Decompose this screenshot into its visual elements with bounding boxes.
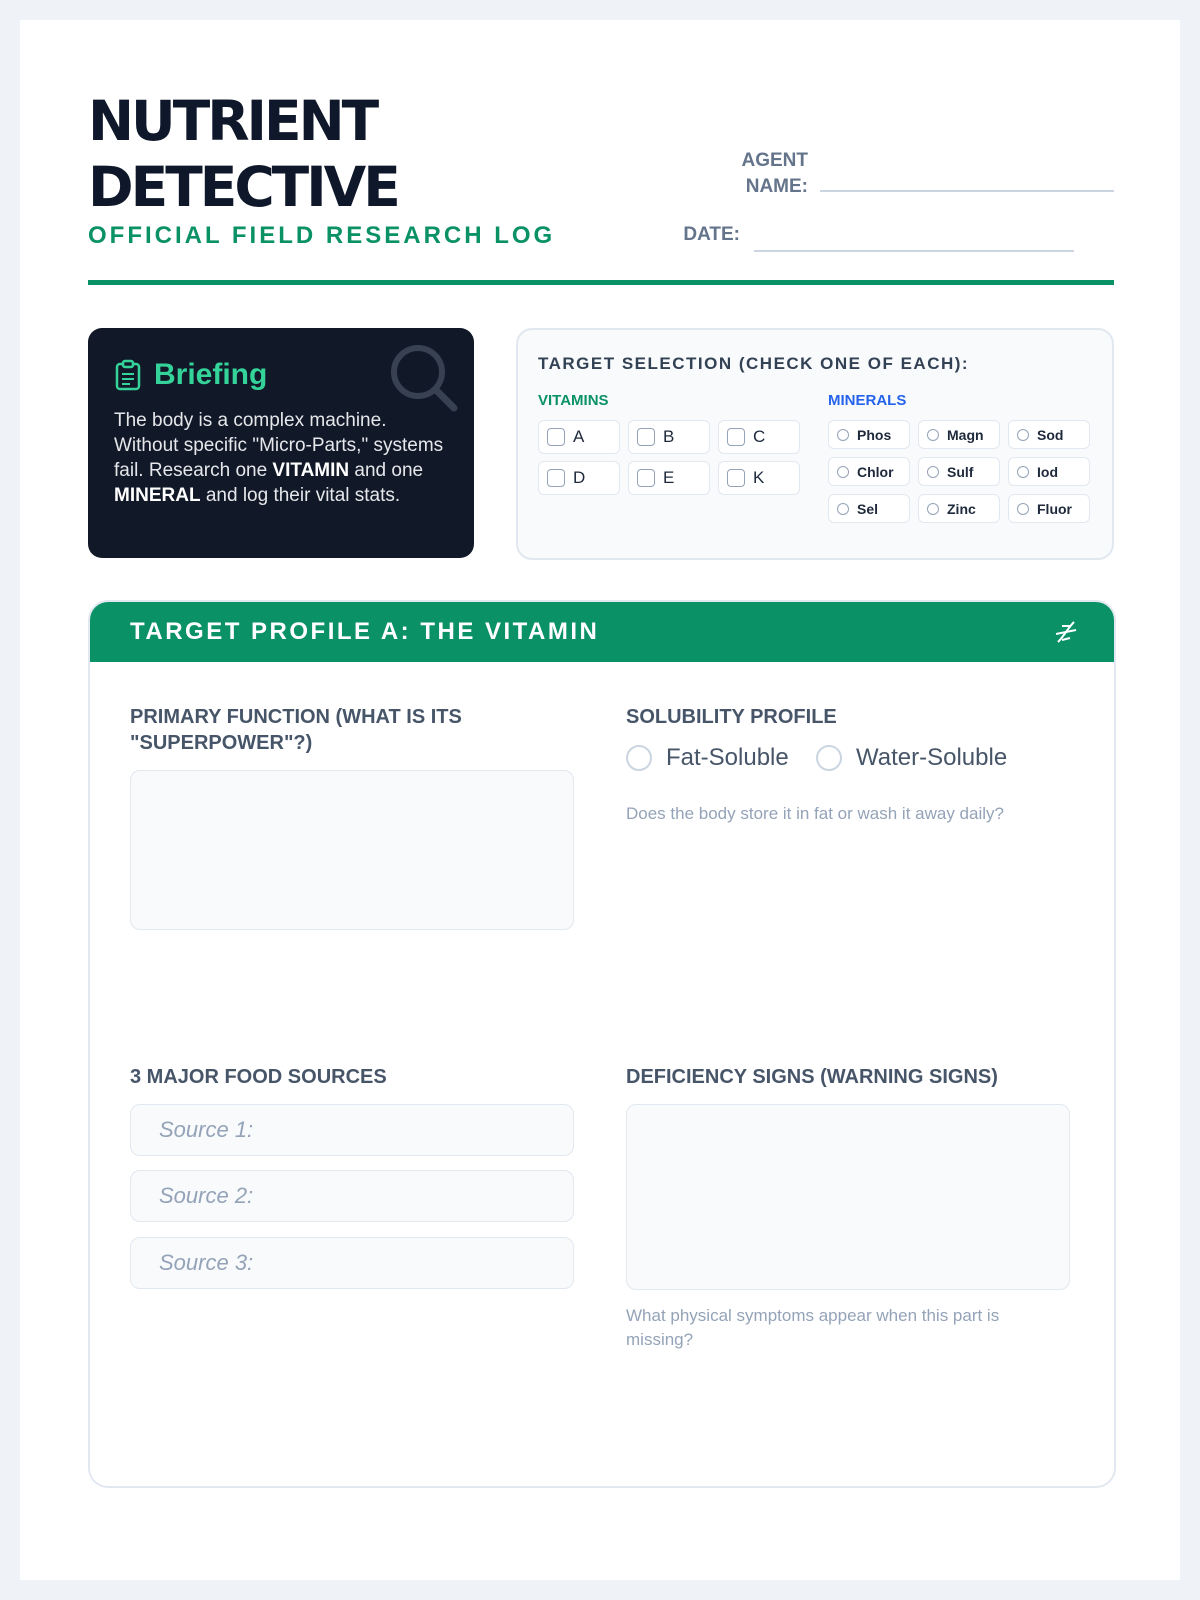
checkbox-icon [637, 428, 655, 446]
briefing-panel [88, 328, 474, 558]
mineral-option[interactable]: Fluor [1008, 494, 1090, 523]
target-selection-heading: TARGET SELECTION (CHECK ONE OF EACH): [538, 354, 970, 373]
target-selection-panel [516, 328, 1114, 560]
magnifier-icon [388, 342, 460, 414]
profile-header-band [90, 602, 1114, 662]
deficiency-hint: What physical symptoms appear when this part is missing? [626, 1306, 1000, 1349]
date-field[interactable] [754, 250, 1074, 252]
mineral-option[interactable]: Iod [1008, 457, 1090, 486]
vitamin-option[interactable]: K [718, 461, 800, 495]
mineral-option[interactable]: Sulf [918, 457, 1000, 486]
radio-icon [626, 745, 652, 771]
radio-icon [927, 429, 939, 441]
food-sources-label: 3 MAJOR FOOD SOURCES [130, 1066, 387, 1088]
solubility-label: SOLUBILITY PROFILE [626, 706, 837, 728]
radio-icon [927, 503, 939, 515]
source-1-field[interactable]: Source 1: [130, 1104, 574, 1156]
checkbox-icon [547, 469, 565, 487]
mineral-option[interactable]: Chlor [828, 457, 910, 486]
radio-icon [1017, 429, 1029, 441]
deficiency-field[interactable] [626, 1104, 1070, 1290]
vitamin-option[interactable]: C [718, 420, 800, 454]
date-label: DATE: [683, 224, 740, 245]
vitamins-label: VITAMINS [538, 392, 609, 409]
radio-icon [837, 429, 849, 441]
target-profile-card [88, 600, 1116, 1488]
primary-function-field[interactable] [130, 770, 574, 930]
vitamin-option[interactable]: A [538, 420, 620, 454]
minerals-label: MINERALS [828, 392, 907, 409]
checkbox-icon [547, 428, 565, 446]
mineral-option[interactable]: Phos [828, 420, 910, 449]
vitamin-option[interactable]: B [628, 420, 710, 454]
fat-soluble-option[interactable]: Fat-Soluble [626, 744, 789, 772]
clipboard-icon [114, 359, 142, 391]
radio-icon [837, 503, 849, 515]
radio-icon [837, 466, 849, 478]
radio-icon [816, 745, 842, 771]
vitamin-option[interactable]: D [538, 461, 620, 495]
solubility-hint: Does the body store it in fat or wash it away daily? [626, 804, 1004, 823]
agent-name-field[interactable] [820, 190, 1114, 192]
checkbox-icon [727, 428, 745, 446]
primary-function-label: PRIMARY FUNCTION (WHAT IS ITS "SUPERPOWER"?) [130, 706, 462, 754]
page-title: NUTRIENT DETECTIVE [88, 89, 398, 219]
mineral-option[interactable]: Sod [1008, 420, 1090, 449]
checkbox-icon [637, 469, 655, 487]
page-subtitle: OFFICIAL FIELD RESEARCH LOG [88, 222, 556, 249]
dna-icon [1052, 618, 1080, 646]
mineral-option[interactable]: Magn [918, 420, 1000, 449]
briefing-title: Briefing [154, 358, 268, 391]
agent-name-label: AGENT NAME: [741, 150, 808, 197]
radio-icon [1017, 503, 1029, 515]
deficiency-label: DEFICIENCY SIGNS (WARNING SIGNS) [626, 1066, 998, 1088]
mineral-option[interactable]: Zinc [918, 494, 1000, 523]
briefing-text: The body is a complex machine. Without specific "Micro-Parts," systems fail. Research one VITAMIN and one MINERAL and log their vital stats. [114, 410, 444, 506]
radio-icon [927, 466, 939, 478]
water-soluble-option[interactable]: Water-Soluble [816, 744, 1007, 772]
header-divider [88, 280, 1114, 285]
vitamin-option[interactable]: E [628, 461, 710, 495]
source-3-field[interactable]: Source 3: [130, 1237, 574, 1289]
radio-icon [1017, 466, 1029, 478]
profile-title: TARGET PROFILE A: THE VITAMIN [130, 618, 600, 645]
checkbox-icon [727, 469, 745, 487]
source-2-field[interactable]: Source 2: [130, 1170, 574, 1222]
mineral-option[interactable]: Sel [828, 494, 910, 523]
